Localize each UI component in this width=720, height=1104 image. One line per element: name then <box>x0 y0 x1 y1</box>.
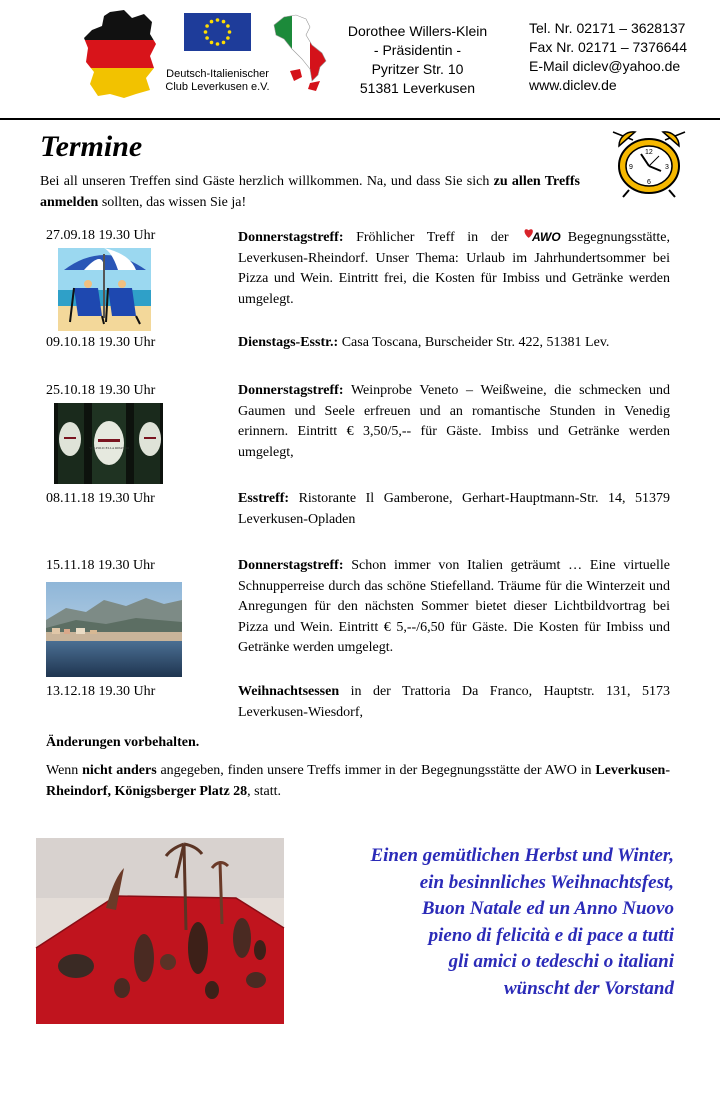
venue-bold1: nicht anders <box>82 763 157 778</box>
svg-text:12: 12 <box>645 149 653 156</box>
event-label: Donnerstagstreff: <box>238 230 344 245</box>
event-text: in der Trattoria Da Franco, Hauptstr. 131, 5173 Leverkusen-Wiesdorf, <box>238 684 670 720</box>
intro-paragraph <box>40 171 580 213</box>
intro-text2: sollten, das wissen Sie ja! <box>98 195 247 210</box>
greeting-line: pieno di felicità e di pace a tutti <box>428 924 674 946</box>
fax: Fax Nr. 02171 – 7376644 <box>529 39 688 55</box>
intro-bold: zu allen Treffs anmelden <box>40 174 580 210</box>
beach-chairs-image <box>58 248 151 331</box>
event-label: Weihnachtsessen <box>238 684 340 699</box>
president-address <box>335 22 500 98</box>
venue-note <box>46 760 670 802</box>
event-text-after-logo: Begegnungsstätte, Leverkusen-Rheindorf. Unser Thema: Urlaub im Jahrhundertsommer bei Pizza und Wein. Eintritt frei, die Kosten für Imbiss und Getränke werden umgelegt. <box>238 230 670 307</box>
event-date: 13.12.18 19.30 Uhr <box>46 684 156 699</box>
holiday-greeting <box>300 843 674 1002</box>
president-street: Pyritzer Str. 10 <box>371 61 464 77</box>
event-description <box>238 226 670 310</box>
svg-text:3: 3 <box>665 164 669 171</box>
event-date: 09.10.18 19.30 Uhr <box>46 335 156 350</box>
president-city: 51381 Leverkusen <box>359 80 476 96</box>
event-label: Dienstags-Esstr.: <box>238 335 339 350</box>
wine-label-text: VALPOLICELLA RIPASSO <box>89 446 129 450</box>
greeting-line: ein besinnliches Weihnachtsfest, <box>419 871 674 893</box>
alarm-clock-icon <box>601 126 697 198</box>
president-name: Dorothee Willers-Klein <box>347 23 488 39</box>
event-text-before-logo: Fröhlicher Treff in der <box>343 230 522 245</box>
greeting-line: gli amici o tedeschi o italiani <box>448 951 674 972</box>
event-text: Ristorante Il Gamberone, Gerhart-Hauptmann-Str. 14, 51379 Leverkusen-Opladen <box>238 491 670 527</box>
awo-logo <box>521 226 561 244</box>
greeting-line: wünscht der Vorstand <box>503 977 674 999</box>
wine-bottles-image <box>54 403 163 484</box>
page-title: Termine <box>40 130 143 163</box>
contact-block <box>529 19 687 95</box>
lake-garda-image <box>46 582 182 677</box>
glass-nativity-image <box>36 838 284 1024</box>
changes-note: Änderungen vorbehalten. <box>46 735 200 750</box>
eu-flag <box>184 13 251 51</box>
event-label: Donnerstagstreff: <box>238 383 344 398</box>
website-link[interactable]: www.diclev.de <box>529 77 617 93</box>
header-divider <box>0 118 720 120</box>
president-role: - Präsidentin - <box>373 42 462 58</box>
greeting-line: Einen gemütlichen Herbst und Winter, <box>370 845 674 866</box>
club-name-line1: Deutsch-Italienischer <box>166 68 269 80</box>
event-label: Esstreff: <box>238 491 290 506</box>
event-date: 25.10.18 19.30 Uhr <box>46 383 156 398</box>
event-text: Casa Toscana, Burscheider Str. 422, 51381 Lev. <box>338 335 610 350</box>
event-text: Schon immer von Italien geträumt … Eine virtuelle Schnupperreise durch das schöne Stiefelland. Träume für die Winterzeit und Anregungen für den nächsten Sommer bietet dieser Lichtbildvortrag bei Pizza und Wein. Eintritt € 5,--/6,50 für Gäste. Die Kosten für Imbiss und Getränke werden umgelegt. <box>238 558 670 655</box>
phone: Tel. Nr. 02171 – 3628137 <box>529 20 686 36</box>
event-description <box>238 556 670 659</box>
venue-bold2: Leverkusen-Rheindorf, Königsberger Platz 28 <box>46 763 670 799</box>
event-description <box>238 489 670 530</box>
event-text: Weinprobe Veneto – Weißweine, die schmecken und Gaumen und Seele erfreuen und an romantische Stunden in Venedig erinnern. Eintritt € 3,50/5,-- für Gäste. Imbiss und Getränke werden umgelegt, <box>238 383 670 460</box>
event-date: 08.11.18 19.30 Uhr <box>46 491 155 506</box>
awo-logo-text: AWO <box>532 230 561 244</box>
event-date: 15.11.18 19.30 Uhr <box>46 558 155 573</box>
intro-text1: Bei all unseren Treffen sind Gäste herzlich willkommen. Na, und dass Sie sich <box>40 174 494 189</box>
event-description <box>238 333 670 354</box>
greeting-line: Buon Natale ed un Anno Nuovo <box>421 898 674 919</box>
venue-text2: angegeben, finden unsere Treffs immer in der Begegnungsstätte der AWO in <box>156 763 596 778</box>
club-name-line2: Club Leverkusen e.V. <box>165 81 270 93</box>
venue-text3: , statt. <box>247 784 282 799</box>
venue-text1: Wenn <box>46 763 83 778</box>
club-name <box>150 68 285 94</box>
email-link[interactable]: E-Mail diclev@yahoo.de <box>529 58 681 74</box>
event-description <box>238 381 670 463</box>
svg-text:9: 9 <box>629 164 633 171</box>
svg-text:6: 6 <box>647 179 651 186</box>
event-date: 27.09.18 19.30 Uhr <box>46 228 156 243</box>
event-label: Donnerstagstreff: <box>238 558 344 573</box>
event-description <box>238 682 670 723</box>
